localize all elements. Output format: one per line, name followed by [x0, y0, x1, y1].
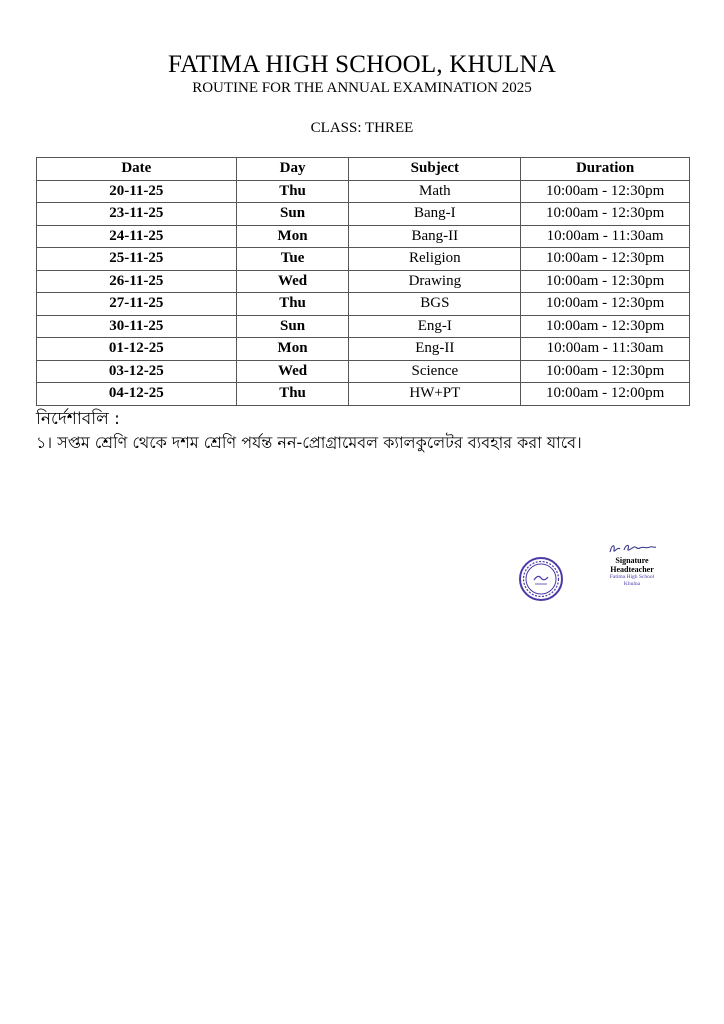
handwritten-signature-icon: [606, 540, 658, 556]
table-row: [37, 315, 690, 338]
date-cell: 27-11-25: [37, 293, 237, 316]
day-cell: Sun: [236, 203, 349, 226]
instructions-heading: নির্দেশাবলি :: [36, 409, 120, 429]
date-cell: 30-11-25: [37, 315, 237, 338]
exam-routine-table: [36, 157, 690, 406]
date-cell: 23-11-25: [37, 203, 237, 226]
table-row: [37, 225, 690, 248]
table-row: [37, 383, 690, 406]
table-row: [37, 248, 690, 271]
subject-cell: Science: [349, 360, 521, 383]
duration-cell: 10:00am - 12:30pm: [521, 315, 690, 338]
subject-cell: Religion: [349, 248, 521, 271]
duration-cell: 10:00am - 11:30am: [521, 225, 690, 248]
date-cell: 20-11-25: [37, 180, 237, 203]
duration-cell: 10:00am - 11:30am: [521, 338, 690, 361]
column-header-duration: Duration: [521, 158, 690, 181]
day-cell: Sun: [236, 315, 349, 338]
duration-cell: 10:00am - 12:30pm: [521, 293, 690, 316]
table-row: [37, 338, 690, 361]
subject-cell: Eng-I: [349, 315, 521, 338]
subject-cell: BGS: [349, 293, 521, 316]
school-name: FATIMA HIGH SCHOOL, KHULNA: [167, 51, 557, 78]
school-seal-icon: [518, 556, 564, 602]
table-row: [37, 180, 690, 203]
duration-cell: 10:00am - 12:00pm: [521, 383, 690, 406]
day-cell: Wed: [236, 270, 349, 293]
stamp-location: Khulna: [623, 580, 641, 587]
date-cell: 01-12-25: [37, 338, 237, 361]
subject-cell: Bang-I: [349, 203, 521, 226]
table-header-row: [37, 158, 690, 181]
subject-cell: Drawing: [349, 270, 521, 293]
subject-cell: HW+PT: [349, 383, 521, 406]
day-cell: Thu: [236, 383, 349, 406]
headteacher-label: Headteacher: [610, 565, 654, 574]
day-cell: Thu: [236, 293, 349, 316]
table-row: [37, 270, 690, 293]
date-cell: 25-11-25: [37, 248, 237, 271]
instruction-item: ১। সপ্তম শ্রেণি থেকে দশম শ্রেণি পর্যন্ত নন-প্রোগ্রামেবল ক্যালকুলেটর ব্যবহার করা যাবে।: [36, 433, 582, 452]
column-header-subject: Subject: [349, 158, 521, 181]
duration-cell: 10:00am - 12:30pm: [521, 203, 690, 226]
day-cell: Thu: [236, 180, 349, 203]
table-row: [37, 293, 690, 316]
signature-label: Signature: [615, 556, 649, 565]
duration-cell: 10:00am - 12:30pm: [521, 180, 690, 203]
subject-cell: Bang-II: [349, 225, 521, 248]
subject-cell: Eng-II: [349, 338, 521, 361]
table-row: [37, 360, 690, 383]
exam-title: ROUTINE FOR THE ANNUAL EXAMINATION 2025: [192, 80, 532, 96]
signature-block: [592, 540, 672, 587]
date-cell: 24-11-25: [37, 225, 237, 248]
date-cell: 03-12-25: [37, 360, 237, 383]
duration-cell: 10:00am - 12:30pm: [521, 360, 690, 383]
column-header-date: Date: [37, 158, 237, 181]
date-cell: 26-11-25: [37, 270, 237, 293]
duration-cell: 10:00am - 12:30pm: [521, 248, 690, 271]
day-cell: Mon: [236, 225, 349, 248]
duration-cell: 10:00am - 12:30pm: [521, 270, 690, 293]
subject-cell: Math: [349, 180, 521, 203]
day-cell: Wed: [236, 360, 349, 383]
date-cell: 04-12-25: [37, 383, 237, 406]
column-header-day: Day: [236, 158, 349, 181]
stamp-school-name: Fatima High School: [609, 574, 655, 580]
table-row: [37, 203, 690, 226]
day-cell: Mon: [236, 338, 349, 361]
day-cell: Tue: [236, 248, 349, 271]
class-label: CLASS: THREE: [310, 120, 414, 136]
